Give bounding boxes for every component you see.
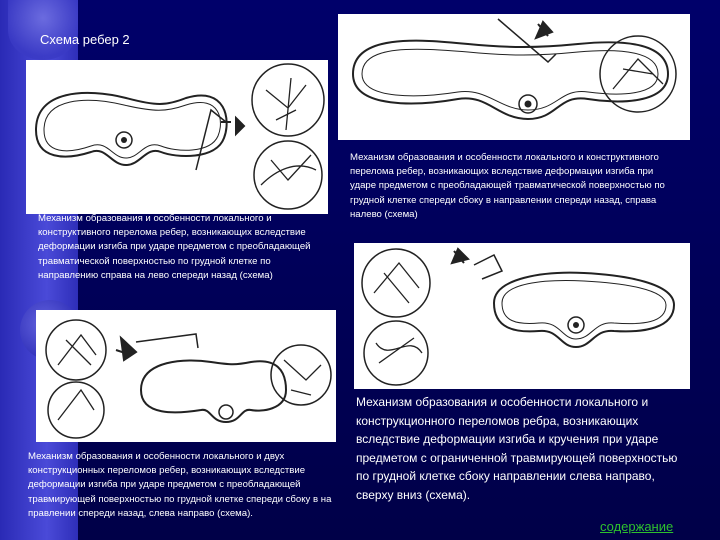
rib-fracture-schematic [26, 60, 328, 214]
rib-fracture-schematic [36, 310, 336, 442]
rib-fracture-schematic [338, 14, 690, 140]
rib-diagram-top-right [338, 14, 690, 140]
caption-top-left: Механизм образования и особенности локального и конструктивного перелома ребер, возникающих вследствие деформации изгиба при ударе предметом с преобладающей травматической поверхностью по грудной клетке по направлению справа на лево спереди назад (схема) [38, 213, 311, 281]
caption-bottom-right: Механизм образования и особенности локального и конструкционного переломов ребра, возникающих вследствие деформации изгиба и кручения при ударе предметом с ограниченной травмирующей поверхностью по грудной клетке сбоку направлении слева направо, сверху вниз (схема). [356, 395, 678, 502]
slide-title: Схема ребер 2 [40, 32, 130, 47]
caption-top-right: Механизм образования и особенности локального и конструктивного перелома ребер, возникающих вследствие деформации изгиба при ударе предметом с преобладающей травматической поверхностью по грудной клетке спереди сбоку в направлении спереди назад, справа налево (схема) [350, 152, 665, 220]
rib-fracture-schematic [354, 243, 690, 389]
rib-diagram-bottom-right [354, 243, 690, 389]
caption-bottom-left: Механизм образования и особенности локального и двух конструкционных переломов ребер, возникающих вследствие деформации изгиба при ударе предметом с преобладающей травмирующей поверхностью по грудной клетке спереди сбоку в на правлении спереди назад, слева направо (схема). [28, 451, 332, 519]
rib-diagram-bottom-left [36, 310, 336, 442]
contents-link[interactable]: содержание [600, 519, 674, 534]
rib-diagram-top-left [26, 60, 328, 214]
decorative-circle [8, 0, 78, 60]
